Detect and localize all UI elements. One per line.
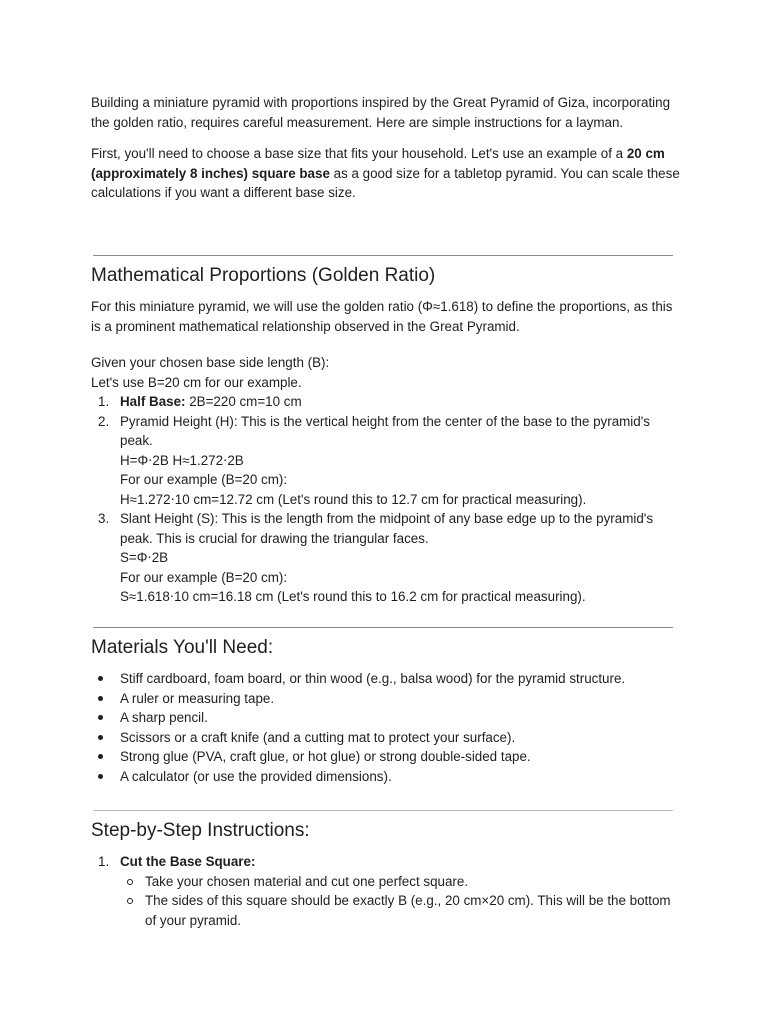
- formula-line: S≈1.618⋅10 cm=16.18 cm (Let's round this to 16.2 cm for practical measuring).: [120, 589, 586, 604]
- bullet-icon: [98, 715, 103, 720]
- given-line-2: Let's use B=20 cm for our example.: [91, 374, 302, 390]
- proportions-list: [91, 392, 681, 607]
- list-item: [120, 872, 681, 892]
- list-item-bold: Half Base:: [120, 394, 186, 409]
- step-title: Cut the Base Square:: [120, 854, 256, 869]
- list-item: [120, 891, 681, 930]
- given-line-1: Given your chosen base side length (B):: [91, 355, 330, 370]
- list-item-text: Strong glue (PVA, craft glue, or hot glue) or strong double-sided tape.: [120, 749, 531, 764]
- list-item: [91, 747, 681, 767]
- formula-line: For our example (B=20 cm):: [120, 472, 288, 487]
- circle-bullet-icon: [127, 898, 133, 904]
- list-number: 1.: [98, 394, 110, 409]
- list-item-text: Pyramid Height (H): This is the vertical height from the center of the base to the pyramid's peak.: [120, 413, 650, 448]
- list-item-text: Take your chosen material and cut one perfect square.: [145, 873, 469, 889]
- steps-list: [91, 852, 681, 930]
- section-heading-steps: Step-by-Step Instructions:: [91, 820, 310, 841]
- golden-ratio-section: [91, 297, 681, 607]
- list-item: [91, 767, 681, 787]
- list-item-text: Slant Height (S): This is the length from the midpoint of any base edge up to the pyramid's peak. This is crucial for drawing the triangular faces.: [120, 511, 654, 546]
- section-heading-materials: Materials You'll Need:: [91, 637, 274, 658]
- list-item: [91, 708, 681, 728]
- formula-line: S=Φ⋅2B: [120, 550, 169, 565]
- divider-3: [93, 810, 673, 811]
- formula-line: For our example (B=20 cm):: [120, 569, 288, 585]
- list-item: [91, 392, 681, 412]
- list-item-text: The sides of this square should be exactly B (e.g., 20 cm×20 cm). This will be the bottom of your pyramid.: [145, 893, 671, 928]
- materials-list: [91, 669, 681, 786]
- materials-section: [91, 669, 681, 786]
- intro-paragraph-1: Building a miniature pyramid with proportions inspired by the Great Pyramid of Giza, incorporating the golden ratio, requires careful measurement. Here are simple instructions for a layman.: [91, 95, 671, 130]
- list-item-text: A sharp pencil.: [120, 710, 208, 725]
- list-number: 2.: [98, 413, 110, 429]
- formula-line: H≈1.272⋅10 cm=12.72 cm (Let's round this to 12.7 cm for practical measuring).: [120, 491, 587, 507]
- bullet-icon: [98, 735, 103, 740]
- divider-2: [93, 627, 673, 628]
- list-number: 1.: [98, 854, 110, 869]
- list-item-text: A calculator (or use the provided dimensions).: [120, 768, 392, 784]
- bullet-icon: [98, 676, 103, 681]
- list-item-text: A ruler or measuring tape.: [120, 690, 275, 706]
- list-item: [91, 852, 681, 930]
- circle-bullet-icon: [127, 879, 133, 885]
- list-item: [91, 728, 681, 748]
- document-body: [91, 93, 681, 203]
- divider-1: [93, 255, 673, 256]
- formula-line: H=Φ⋅2B H≈1.272⋅2B: [120, 452, 244, 468]
- bullet-icon: [98, 754, 103, 759]
- intro-p2-text-b: as a good size for a tabletop pyramid. You can scale these calculations if you want a different base size.: [91, 165, 680, 200]
- list-item-text: Scissors or a craft knife (and a cutting mat to protect your surface).: [120, 729, 516, 745]
- section-heading-golden-ratio: Mathematical Proportions (Golden Ratio): [91, 265, 436, 286]
- bullet-icon: [98, 696, 103, 701]
- list-item: [91, 689, 681, 709]
- steps-section: [91, 852, 681, 930]
- intro-p2-bold: 20 cm (approximately 8 inches) square base: [91, 146, 665, 181]
- intro-paragraph-2: [91, 144, 681, 203]
- list-item-text: Stiff cardboard, foam board, or thin wood (e.g., balsa wood) for the pyramid structure.: [120, 671, 626, 686]
- list-item: [91, 509, 681, 607]
- list-number: 3.: [98, 511, 110, 526]
- list-item-text: 2B=220 cm=10 cm: [185, 394, 302, 409]
- list-item: [91, 669, 681, 689]
- golden-ratio-paragraph: For this miniature pyramid, we will use the golden ratio (Φ≈1.618) to define the proportions, as this is a prominent mathematical relationship observed in the Great Pyramid.: [91, 299, 673, 334]
- substeps-list: [120, 872, 681, 931]
- bullet-icon: [98, 774, 103, 779]
- intro-p2-text-a: First, you'll need to choose a base size that fits your household. Let's use an example of a: [91, 146, 627, 161]
- list-item: [91, 412, 681, 510]
